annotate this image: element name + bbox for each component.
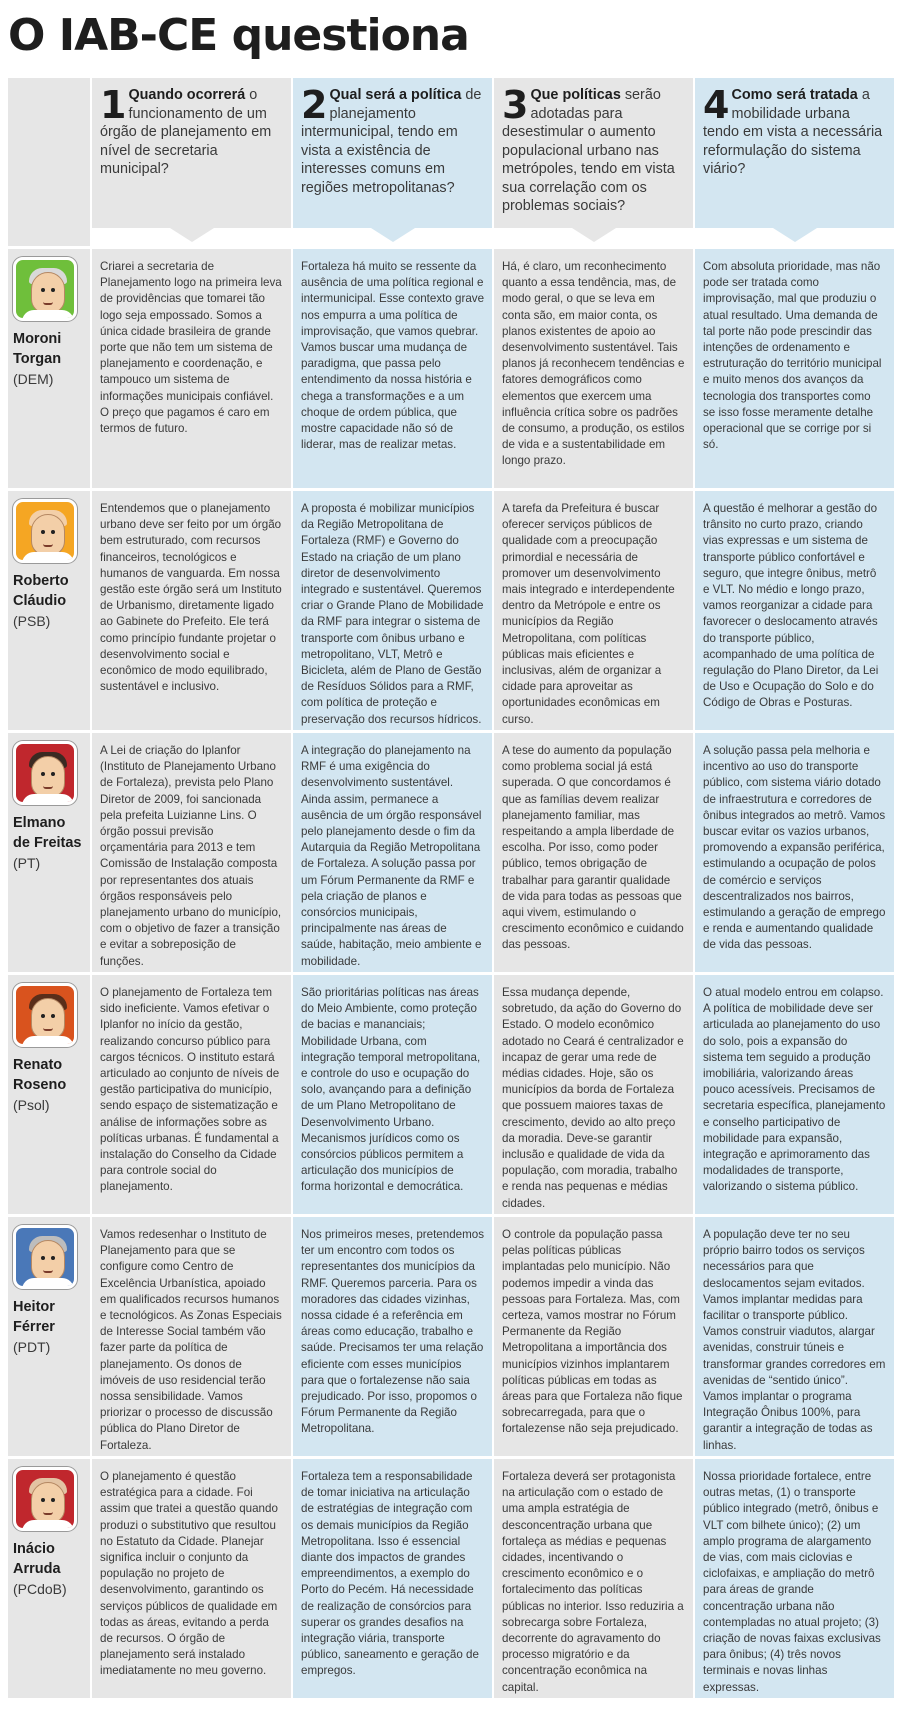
answer-cell bbox=[695, 1456, 894, 1698]
answer-cell bbox=[293, 246, 492, 488]
answer-text: A Lei de criação do Iplanfor (Instituto de Planejamento Urbano de Fortaleza), prevista pelo Plano Diretor de 2009, foi sancionada pela prefeita Luizianne Lins. O órgão possui previsão orçamentária para 2013 e tem Comissão de Instalação composta por representantes dos atuais órgãos responsáveis pelo planejamento urbano do município, com o objetivo de fazer a transição e evitar a sobreposição de funções. bbox=[100, 744, 282, 968]
answer-text: Nos primeiros meses, pretendemos ter um encontro com todos os representantes dos municípios da RMF. Queremos parceria. Para os moradores das cidades vizinhas, nossa cidade é a referência em áreas como educação, trabalho e saúde. Precisamos ter uma relação eficiente com esses municípios para que o fortalezense não saia prejudicado. Por isso, propomos o Fórum Permanente da Região Metropolitana. bbox=[301, 1228, 484, 1436]
candidate-name: Roberto Cláudio bbox=[13, 573, 69, 609]
question-number: 1 bbox=[100, 83, 127, 127]
question-text: serão adotadas para desestimular o aumento populacional urbano nas metrópoles, tendo em vista sua correlação com os problemas sociais? bbox=[502, 87, 675, 214]
answer-text: Com absoluta prioridade, mas não pode ser tratada como improvisação, mal que produziu o atual resultado. Uma demanda de tal porte não pode prescindir das intenções de ordenamento e estruturação do território municipal e muito menos dos avanços da tecnologia dos transportes como se isso fosse meramente detalhe operacional que se corrige por si só. bbox=[703, 260, 882, 452]
header-corner bbox=[8, 78, 90, 246]
question-text: o funcionamento de um órgão de planejamento em nível de secretaria municipal? bbox=[100, 87, 272, 177]
candidate-name: Renato Roseno bbox=[13, 1057, 67, 1093]
answer-text: Entendemos que o planejamento urbano deve ser feito por um órgão bem estruturado, com recursos financeiros, tecnológicos e humanos de vanguarda. Em nossa gestão este órgão será um Instituto de Urbanismo, diretamente ligado ao Gabinete do Prefeito. Ele terá como princípio fundante projetar o desenvolvimento social e econômico de modo equilibrado, sustentável e inclusivo. bbox=[100, 502, 282, 694]
question-3-header bbox=[494, 78, 693, 246]
question-1-header bbox=[92, 78, 291, 246]
answer-cell bbox=[293, 730, 492, 972]
answer-cell bbox=[293, 1456, 492, 1698]
question-2-header bbox=[293, 78, 492, 246]
answer-text: Nossa prioridade fortalece, entre outras metas, (1) o transporte público integrado (metrô, ônibus e VLT com bilhete único); (2) um amplo programa de alargamento de vias, com mais ciclovias e ciclofaixas, e ampliação do metrô para áreas de grande concentração urbana não contempladas no atual projeto; (3) criação de novas faixas exclusivas para ônibus; (4) três novos terminais e novas linhas expressas. bbox=[703, 1470, 881, 1694]
candidate-party: (Psol) bbox=[13, 1097, 50, 1113]
question-arrow bbox=[170, 228, 214, 242]
answer-cell bbox=[92, 246, 291, 488]
answer-text: A tese do aumento da população como problema social já está superada. O que concordamos é que as famílias devem realizar planejamento familiar, mas respeitando a ampla liberdade de escolha. Por isso, como poder público, temos obrigação de trabalhar para garantir qualidade de vida para todas as pessoas que aqui vivem, estimulando o crescimento econômico e cuidando das pessoas. bbox=[502, 744, 684, 952]
answer-cell bbox=[92, 1456, 291, 1698]
moroni-avatar-icon bbox=[13, 257, 77, 321]
answer-cell bbox=[92, 1214, 291, 1456]
answer-cell bbox=[695, 1214, 894, 1456]
candidate-heitor bbox=[8, 1214, 90, 1456]
answer-text: A integração do planejamento na RMF é uma exigência do desenvolvimento sustentável. Ainda assim, permanece a ausência de um órgão responsável pelo planejamento desde o fim da Autarquia da Região Metropolitana de Fortaleza. A solução passa por um Fórum Permanente da RMF e pela criação de planos e consórcios municipais, principalmente nas áreas de saúde, habitação, meio ambiente e mobilidade. bbox=[301, 744, 482, 968]
question-arrow bbox=[371, 228, 415, 242]
question-number: 4 bbox=[703, 83, 730, 127]
question-bold: Que políticas bbox=[530, 87, 621, 103]
answer-cell bbox=[494, 972, 693, 1214]
answer-cell bbox=[695, 246, 894, 488]
answer-text: A população deve ter no seu próprio bairro todos os serviços necessários para que deslocamentos sejam evitados. Vamos implantar medidas para facilitar o transporte público. Vamos construir viadutos, alargar avenidas, construir túneis e transformar grandes corredores em avenidas de “sentido único”. Vamos implantar o programa Integração Ônibus 100%, para garantir a integração de todas as linhas. bbox=[703, 1228, 886, 1452]
candidate-roberto bbox=[8, 488, 90, 730]
answer-cell bbox=[92, 488, 291, 730]
question-bold: Quando ocorrerá bbox=[128, 87, 246, 103]
candidate-party: (PDT) bbox=[13, 1339, 51, 1355]
candidate-party: (PSB) bbox=[13, 613, 51, 629]
answer-cell bbox=[293, 972, 492, 1214]
answer-cell bbox=[695, 488, 894, 730]
answer-text: Há, é claro, um reconhecimento quanto a essa tendência, mas, de modo geral, o que se leva em conta são, em maior conta, os planos existentes de apoio ao desenvolvimento sustentável. Tais planos já reconhecem tendências e fatores demográficos como elementos que exercem uma influência crítica sobre os padrões de consumo, a produção, os estilos de vida e a sustentabilidade em longo prazo. bbox=[502, 260, 685, 468]
answer-cell bbox=[494, 1214, 693, 1456]
question-4-header bbox=[695, 78, 894, 246]
renato-avatar-icon bbox=[13, 983, 77, 1047]
question-text: de planejamento intermunicipal, tendo em vista a existência de interesses comuns em regiões metropolitanas? bbox=[301, 87, 482, 196]
candidate-moroni bbox=[8, 246, 90, 488]
heitor-avatar-icon bbox=[13, 1225, 77, 1289]
answer-text: A questão é melhorar a gestão do trânsito no curto prazo, criando vias expressas e um sistema de transporte público confortável e seguro, que integre ônibus, metrô e VLT. No médio e longo prazo, vamos reorganizar a cidade para favorecer o deslocamento através do transporte público, acompanhado de uma política de regulação do Plano Diretor, da Lei de Uso e Ocupação do Solo e do Código de Obras e Posturas. bbox=[703, 502, 879, 710]
answer-text: Vamos redesenhar o Instituto de Planejamento para que se configure como Centro de Excelência Urbanística, apoiado em qualificados recursos humanos e tecnológicos. As Zonas Especiais de Interesse Social também vão fazer parte da política de planejamento. Os donos de imóveis de uso residencial terão nossa sensibilidade. Vamos priorizar o processo de discussão pública do Plano Diretor de Fortaleza. bbox=[100, 1228, 282, 1452]
answer-cell bbox=[92, 730, 291, 972]
candidate-name: Heitor Férrer bbox=[13, 1299, 55, 1335]
candidate-party: (DEM) bbox=[13, 371, 54, 387]
answer-text: Fortaleza deverá ser protagonista na articulação com o estado de uma ampla estratégia de desconcentração urbana que fortaleça as médias e pequenas cidades, incentivando o crescimento econômico e o fortalecimento das políticas públicas no interior. Isso reduziria a sobrecarga sobre Fortaleza, decorrente do agravamento do processo migratório e da concentração econômica na capital. bbox=[502, 1470, 684, 1694]
answer-text: O controle da população passa pelas políticas públicas implantadas pelo município. Não podemos impedir a vinda das pessoas para Fortaleza. Mas, com certeza, vamos mostrar no Fórum Permanente da Região Metropolitana a importância dos municípios vizinhos implantarem políticas públicas em todas as áreas para que Fortaleza não fique sobrecarregada, para que o fortalezense não seja prejudicado. bbox=[502, 1228, 683, 1436]
candidate-name: Elmano de Freitas bbox=[13, 815, 82, 851]
candidate-party: (PCdoB) bbox=[13, 1581, 67, 1597]
roberto-avatar-icon bbox=[13, 499, 77, 563]
inacio-avatar-icon bbox=[13, 1467, 77, 1531]
answer-text: A tarefa da Prefeitura é buscar oferecer serviços públicos de qualidade com a preocupação primordial e necessária de promover um desenvolvimento mais integrado e interdependente dentro da Metrópole e entre os municípios da Região Metropolitana, com políticas públicas mais eficientes e inclusivas, além de organizar a cidade para aproveitar as oportunidades econômicas em curso. bbox=[502, 502, 675, 726]
answer-text: O atual modelo entrou em colapso. A política de mobilidade deve ser articulada ao planejamento do uso do solo, pois a expansão do sistema tem seguido a produção imobiliária, valorizando áreas pouco acessíveis. Precisamos de secretaria específica, planejamento e conselho participativo de mobilidade para expansão, integração e aprimoramento das modalidades de transporte, valorizando o sistema público. bbox=[703, 986, 886, 1194]
question-bold: Como será tratada bbox=[731, 87, 858, 103]
answer-text: Fortaleza tem a responsabilidade de tomar iniciativa na articulação de estratégias de integração com os demais municípios da Região Metropolitana. Isso é essencial diante dos impactos de grandes empreendimentos, a exemplo do Porto do Pecém. Há necessidade de realização de consórcios para superar os grandes desafios na integração viária, transporte público, saneamento e geração de empregos. bbox=[301, 1470, 479, 1678]
candidate-party: (PT) bbox=[13, 855, 41, 871]
question-bold: Qual será a política bbox=[329, 87, 462, 103]
question-number: 3 bbox=[502, 83, 529, 127]
question-text: a mobilidade urbana tendo em vista a necessária reformulação do sistema viário? bbox=[703, 87, 883, 177]
candidate-elmano bbox=[8, 730, 90, 972]
question-number: 2 bbox=[301, 83, 328, 127]
answer-cell bbox=[695, 972, 894, 1214]
candidate-inacio bbox=[8, 1456, 90, 1698]
answer-text: A solução passa pela melhoria e incentivo ao uso do transporte público, com sistema viário dotado de infraestrutura e corredores de ônibus integrados ao metrô. Vamos buscar evitar os vazios urbanos, promovendo a expansão periférica, estimulando a ocupação de polos de comércio e serviços descentralizados nos bairros, estimulando a geração de emprego e renda e aumentando qualidade de vida das pessoas. bbox=[703, 744, 886, 952]
answer-text: A proposta é mobilizar municípios da Região Metropolitana de Fortaleza (RMF) e Governo do Estado na criação de um plano diretor de desenvolvimento integrado e sustentável. Queremos criar o Grande Plano de Mobilidade da RMF para integrar o sistema de transporte com ônibus urbano e metropolitano, VLT, Metrô e Bicicleta, além de Plano de Gestão de Resíduos Sólidos para a RMF, com política de proteção e preservação dos recursos hídricos. bbox=[301, 502, 484, 726]
answer-text: Fortaleza há muito se ressente da ausência de uma política regional e intermunicipal. Esse contexto grave nos empurra a uma política de improvisação, que vamos quebrar. Vamos buscar uma mudança de paradigma, que passa pelo entendimento da nossa história e chega a transformações e a um choque de ordem pública, que mostre capacidade não só de liderar, mas de realizar metas. bbox=[301, 260, 485, 452]
answer-cell bbox=[293, 488, 492, 730]
answer-cell bbox=[92, 972, 291, 1214]
page-title: O IAB-CE questiona bbox=[8, 10, 469, 61]
answer-cell bbox=[494, 488, 693, 730]
answer-text: O planejamento de Fortaleza tem sido ineficiente. Vamos efetivar o Iplanfor no início da gestão, realizando concurso público para cargos técnicos. O instituto estará articulado ao conjunto de níveis de gestão participativa do município, sendo espaço de sistematização e análise de informações sobre as políticas urbanas. É fundamental a instalação do Conselho da Cidade para controle social do planejamento. bbox=[100, 986, 280, 1194]
answer-cell bbox=[293, 1214, 492, 1456]
candidate-name: Moroni Torgan bbox=[13, 331, 62, 367]
answer-cell bbox=[494, 730, 693, 972]
answer-cell bbox=[695, 730, 894, 972]
question-arrow bbox=[572, 228, 616, 242]
elmano-avatar-icon bbox=[13, 741, 77, 805]
answer-text: O planejamento é questão estratégica para a cidade. Foi assim que tratei a questão quando produzi o substitutivo que resultou no Estatuto da Cidade. Planejar significa incluir o conjunto da população no projeto de desenvolvimento, garantindo os serviços públicos de qualidade em todas as áreas, evitando a perda de recursos. O órgão de planejamento será instalado imediatamente no meu governo. bbox=[100, 1470, 278, 1678]
answer-text: Essa mudança depende, sobretudo, da ação do Governo do Estado. O modelo econômico adotado no Ceará é centralizador e incapaz de gerar uma rede de médias cidades. Hoje, são os municípios da borda de Fortaleza que possuem maiores taxas de crescimento, devido ao alto preço da moradia. Deve-se garantir inclusão e qualidade de vida da população, com moradia, trabalho e renda nas pequenas e médias cidades. bbox=[502, 986, 684, 1210]
candidate-name: Inácio Arruda bbox=[13, 1541, 61, 1577]
answer-text: Criarei a secretaria de Planejamento logo na primeira leva de providências que tomarei tão logo seja empossado. Somos a única cidade brasileira de grande porte que não tem um sistema de planejamento e coordenação, e tampouco um sistema de informações municipais confiável. O preço que pagamos é caro em termos de futuro. bbox=[100, 260, 282, 436]
candidate-renato bbox=[8, 972, 90, 1214]
answer-cell bbox=[494, 1456, 693, 1698]
answer-text: São prioritárias políticas nas áreas do Meio Ambiente, como proteção de bacias e mananciais; Mobilidade Urbana, com integração temporal metropolitana, e controle do uso e ocupação do solo, avançando para a definição de um Plano Metropolitano de Desenvolvimento Urbano. Mecanismos jurídicos como os consórcios públicos permitem a articulação dos municípios de forma horizontal e democrática. bbox=[301, 986, 481, 1194]
questionnaire-table bbox=[8, 78, 894, 1698]
question-arrow bbox=[773, 228, 817, 242]
answer-cell bbox=[494, 246, 693, 488]
